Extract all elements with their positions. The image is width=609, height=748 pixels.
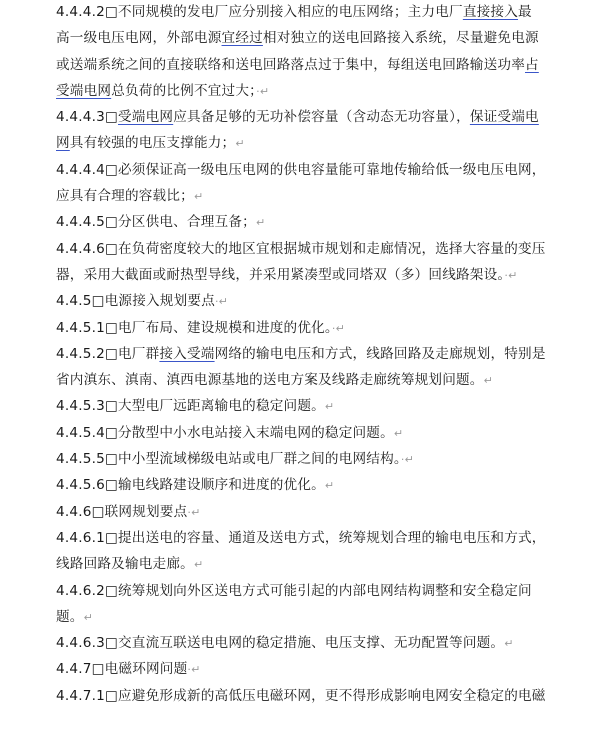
text-run: 器，采用大截面或耐热型导线，并采用紧凑型或同塔双（多）回线路架设。 [56, 266, 505, 283]
text-line [56, 472, 556, 498]
text-line [56, 0, 556, 25]
text-run: 4.4.5.2□电厂群 [56, 345, 160, 362]
text-run: 4.4.6.2□统筹规划向外区送电方式可能引起的内部电网结构调整和安全稳定问 [56, 582, 532, 599]
text-run: 高一级电压电网，外部电源 [56, 30, 222, 47]
section-heading [56, 656, 556, 682]
paragraph-mark-icon: ↵ [393, 426, 404, 440]
text-line [56, 104, 556, 130]
text-line [56, 604, 556, 630]
underlined-run: 受端电网 [118, 109, 174, 126]
text-run: 具有较强的电压支撑能力； [69, 135, 236, 152]
text-run: 应具有合理的容载比； [56, 188, 194, 205]
underlined-run: 接入受端 [159, 345, 215, 362]
text-run: 相对独立的送电回路接入系统，尽量避免电源 [262, 30, 539, 47]
text-line [56, 157, 556, 183]
paragraph-mark-icon: ↵ [504, 637, 514, 651]
text-line [56, 683, 556, 709]
paragraph-mark-icon: ↵ [483, 374, 494, 388]
text-line [56, 525, 556, 551]
paragraph-mark-icon: ·↵ [187, 505, 201, 519]
text-run: 网络的输电电压和方式，线路回路及走廊规划，特别是 [214, 345, 546, 362]
section-heading [56, 499, 556, 525]
paragraph-mark-icon: ↵ [235, 137, 245, 151]
paragraph-mark-icon: ·↵ [400, 453, 414, 467]
text-run: 4.4.5.4□分散型中小水电站接入末端电网的稳定问题。 [56, 424, 394, 441]
text-line [56, 578, 556, 604]
text-line [56, 52, 556, 78]
text-run: 4.4.4.6□在负荷密度较大的地区宜根据城市规划和走廊情况，选择大容量的变压 [56, 240, 546, 257]
text-run: 4.4.6.3□交直流互联送电电网的稳定措施、电压支撑、无功配置等问题。 [56, 635, 505, 652]
text-line [56, 209, 556, 235]
heading-text: 4.4.6□联网规划要点 [56, 503, 188, 520]
text-run: 4.4.4.5□分区供电、合理互备； [56, 214, 256, 231]
text-line [56, 183, 556, 209]
section-heading [56, 288, 556, 314]
text-run: 省内滇东、滇南、滇西电源基地的送电方案及线路走廊统筹规划问题。 [56, 372, 484, 389]
text-line [56, 630, 556, 656]
heading-text: 4.4.5□电源接入规划要点 [56, 293, 215, 310]
document-page [56, 0, 556, 709]
text-run: 4.4.5.1□电厂布局、建设规模和进度的优化。 [56, 319, 332, 336]
text-run: 4.4.5.3□大型电厂远距离输电的稳定问题。 [56, 398, 325, 415]
text-run: 4.4.7.1□应避免形成新的高低压电磁环网，更不得形成影响电网安全稳定的电磁 [56, 687, 546, 704]
text-line [56, 130, 556, 156]
paragraph-mark-icon: ↵ [324, 479, 335, 493]
text-line [56, 315, 556, 341]
underlined-run: 受端电网 [56, 82, 112, 99]
underlined-run: 网 [56, 135, 70, 152]
underlined-run: 直接接入 [462, 4, 519, 20]
text-run: 4.4.4.3□ [56, 109, 119, 126]
text-line [56, 25, 556, 51]
paragraph-mark-icon: ↵ [255, 216, 266, 230]
paragraph-mark-icon: ↵ [83, 610, 94, 624]
paragraph-mark-icon: ↵ [193, 558, 204, 572]
text-line [56, 236, 556, 262]
text-run: 总负荷的比例不宜过大； [111, 82, 257, 99]
text-run: 4.4.5.6□输电线路建设顺序和进度的优化。 [56, 477, 325, 494]
heading-text: 4.4.7□电磁环网问题 [56, 661, 188, 678]
text-run: 4.4.6.1□提出送电的容量、通道及送电方式，统筹规划合理的输电电压和方式， [56, 529, 546, 546]
text-line [56, 262, 556, 288]
text-line [56, 420, 556, 446]
text-run: 4.4.4.4□必须保证高一级电压电网的供电容量能可靠地传输给低一级电压电网， [56, 161, 546, 178]
text-run: 题。 [56, 608, 84, 625]
underlined-run: 宜经过 [221, 30, 263, 47]
paragraph-mark-icon: ·↵ [214, 295, 229, 309]
text-run: 4.4.4.2□不同规模的发电厂应分别接入相应的电压网络；主力电厂 [56, 4, 463, 20]
text-run: 线路回路及输电走廊。 [56, 556, 194, 573]
text-run: 最 [518, 4, 532, 20]
paragraph-mark-icon: ·↵ [331, 321, 346, 335]
paragraph-mark-icon: ·↵ [187, 663, 201, 677]
paragraph-mark-icon: ·↵ [256, 84, 270, 98]
text-run: 或送端系统之间的直接联络和送电回路落点过于集中，每组送电回路输送功率 [56, 56, 525, 73]
paragraph-mark-icon: ·↵ [504, 268, 518, 282]
text-line [56, 551, 556, 577]
text-run: 4.4.5.5□中小型流域梯级电站或电厂群之间的电网结构。 [56, 451, 401, 468]
underlined-run: 保证受端电 [469, 109, 539, 126]
paragraph-mark-icon: ↵ [193, 190, 204, 204]
paragraph-mark-icon: ↵ [324, 400, 335, 414]
text-line [56, 393, 556, 419]
text-run: 应具备足够的无功补偿容量（含动态无功容量）， [173, 109, 470, 126]
text-line [56, 367, 556, 393]
underlined-run: 占 [525, 56, 539, 73]
text-line [56, 446, 556, 472]
text-line [56, 341, 556, 367]
text-line [56, 78, 556, 104]
